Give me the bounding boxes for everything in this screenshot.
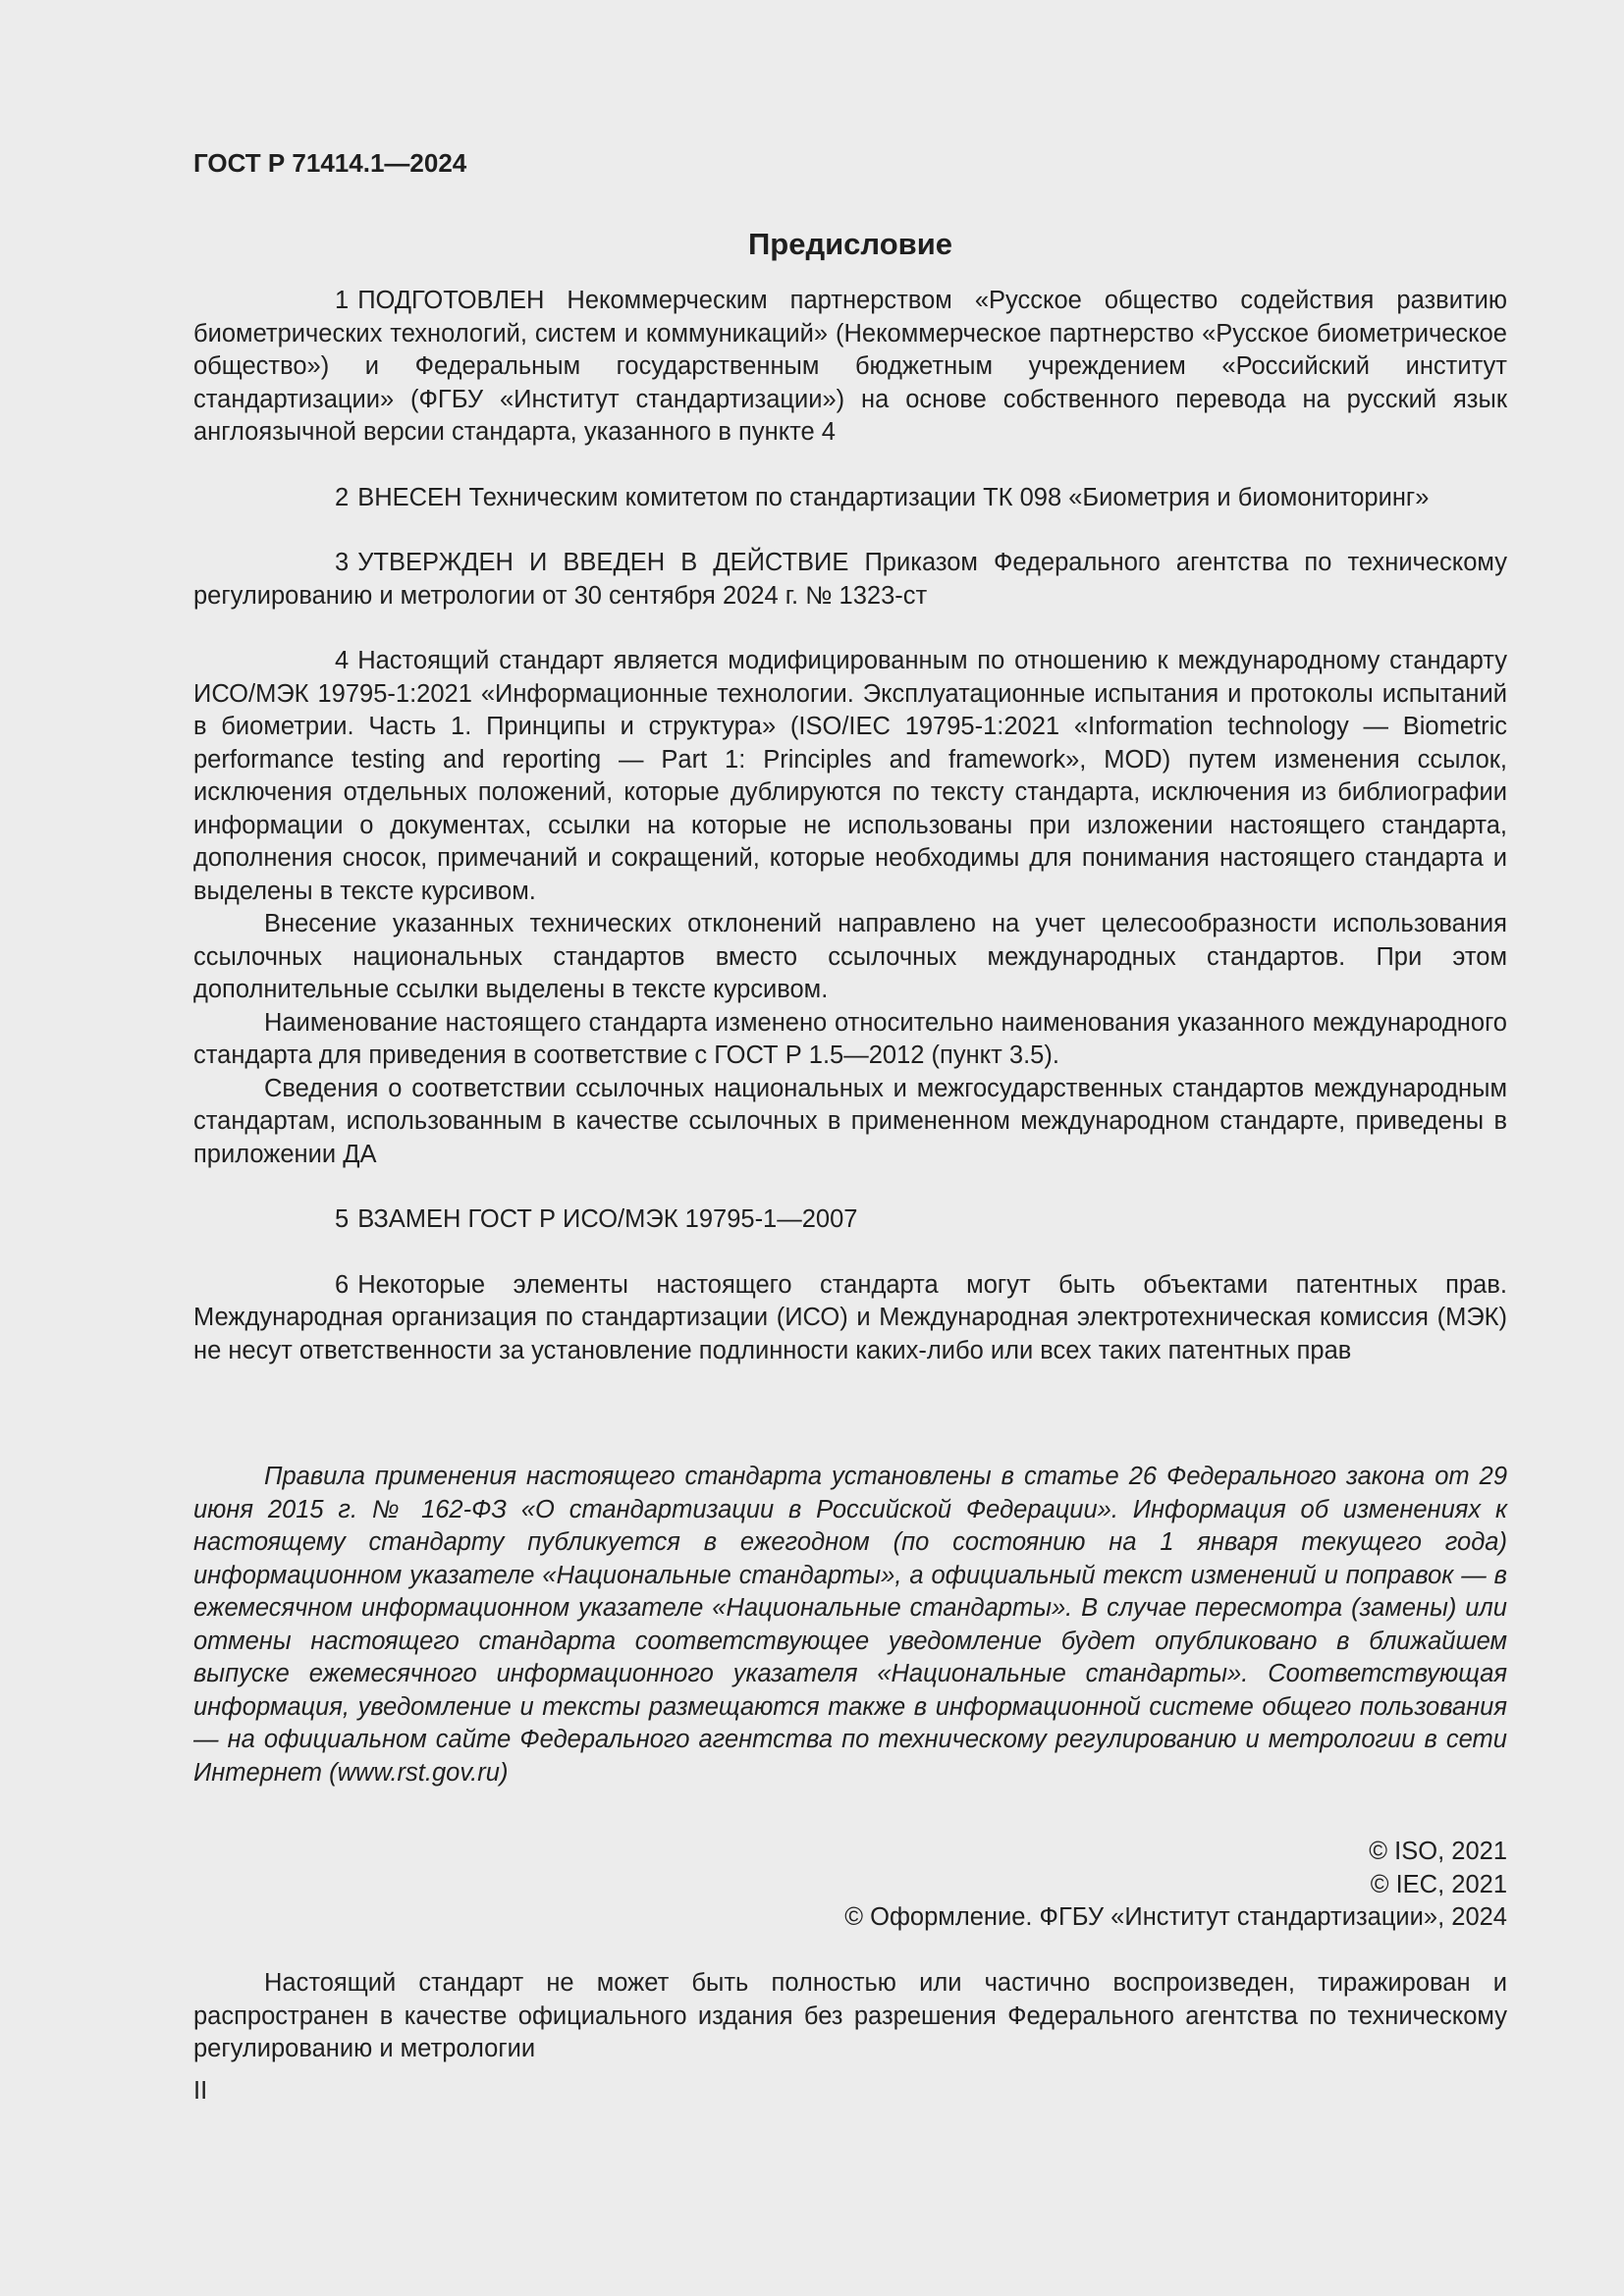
page-title: Предисловие [747,227,952,261]
foreword-item-2 [193,482,1507,515]
reproduction-notice [193,1967,1507,2066]
item-text: ВНЕСЕН Техническим комитетом по стандартизации ТК 098 «Биометрия и биомониторинг» [357,483,1430,511]
reproduction-notice-text: Настоящий стандарт не может быть полностью или частично воспроизведен, тиражирован и распространен в качестве официального издания без разрешения Федерального агентства по техническому регулированию и метрологии [193,1969,1507,2062]
item-text: Настоящий стандарт является модифицированным по отношению к международному стандарту ИСО/МЭК 19795-1:2021 «Информационные технологии. Эксплуатационные испытания и протоколы испытаний в биометрии. Часть 1. Принципы и структура» (ISO/IEC 19795-1:2021 «Information technology — Biometric performance testing and reporting — Part 1: Principles and framework», MOD) путем изменения ссылок, исключения отдельных положений, которые дублируются по тексту стандарта, исключения из библиографии информации о документах, ссылки на которые не использованы при изложении настоящего стандарта, дополнения сносок, примечаний и сокращений, которые необходимы для понимания настоящего стандарта и выделены в тексте курсивом. [193,647,1507,905]
foreword-item-6 [193,1269,1507,1368]
foreword-item-4-continuation: Наименование настоящего стандарта изменено относительно наименования указанного международного стандарта для приведения в соответствие с ГОСТ Р 1.5—2012 (пункт 3.5). [193,1008,1507,1069]
item-number: 1 [335,287,350,314]
item-text: ПОДГОТОВЛЕН Некоммерческим партнерством «Русское общество содействия развитию биометрических технологий, систем и коммуникаций» (Некоммерческое партнерство «Русское биометрическое общество») и Федеральным государственным бюджетным учреждением «Российский институт стандартизации» (ФГБУ «Институт стандартизации») на основе собственного перевода на русский язык англоязычной версии стандарта, указанного в пункте 4 [193,287,1507,446]
item-text: ВЗАМЕН ГОСТ Р ИСО/МЭК 19795-1—2007 [357,1205,858,1233]
foreword-item-5 [193,1203,1507,1237]
foreword-item-1 [193,285,1507,450]
foreword-item-4 [193,645,1507,908]
item-number: 5 [335,1205,350,1233]
document-code: ГОСТ Р 71414.1—2024 [193,148,467,178]
page-number: II [193,2077,208,2105]
item-number: 4 [335,647,350,674]
foreword-item-4-continuation: Внесение указанных технических отклонений направлено на учет целесообразности использования ссылочных национальных стандартов вместо ссылочных международных стандартов. При этом дополнительные ссылки выделены в тексте курсивом. [193,910,1507,1003]
rules-notice-text: Правила применения настоящего стандарта установлены в статье 26 Федерального закона от 29 июня 2015 г. № 162-ФЗ «О стандартизации в Российской Федерации». Информация об изменениях к настоящему стандарту публикуется в ежегодном (по состоянию на 1 января текущего года) информационном указателе «Национальные стандарты», а официальный текст изменений и поправок — в ежемесячном информационном указателе «Национальные стандарты». В случае пересмотра (замены) или отмены настоящего стандарта соответствующее уведомление будет опубликовано в ближайшем выпуске ежемесячного информационного указателя «Национальные стандарты». Соответствующая информация, уведомление и тексты размещаются также в информационной системе общего пользования — на официальном сайте Федерального агентства по техническому регулированию и метрологии в сети Интернет (www.rst.gov.ru) [193,1463,1507,1787]
copyright-line: © ISO, 2021 [1369,1838,1507,1865]
item-number: 3 [335,549,350,576]
item-number: 2 [335,483,350,511]
item-number: 6 [335,1270,350,1299]
copyright-line: © Оформление. ФГБУ «Институт стандартизации», 2024 [844,1903,1507,1931]
item-text: Некоторые элементы настоящего стандарта могут быть объектами патентных прав. Международная организация по стандартизации (ИСО) и Международная электротехническая комиссия (МЭК) не несут ответственности за установление подлинности каких-либо или всех таких патентных прав [193,1270,1507,1364]
foreword-item-3 [193,547,1507,613]
rules-notice [193,1461,1507,1789]
item-text: УТВЕРЖДЕН И ВВЕДЕН В ДЕЙСТВИЕ Приказом Федерального агентства по техническому регулированию и метрологии от 30 сентября 2024 г. № 1323-ст [193,549,1507,610]
foreword-body [193,285,1507,1367]
copyright-line: © IEC, 2021 [1370,1870,1507,1898]
copyright-block [193,1836,1507,1935]
foreword-item-4-continuation: Сведения о соответствии ссылочных национальных и межгосударственных стандартов международным стандартам, использованным в качестве ссылочных в примененном международном стандарте, приведены в приложении ДА [193,1074,1507,1168]
